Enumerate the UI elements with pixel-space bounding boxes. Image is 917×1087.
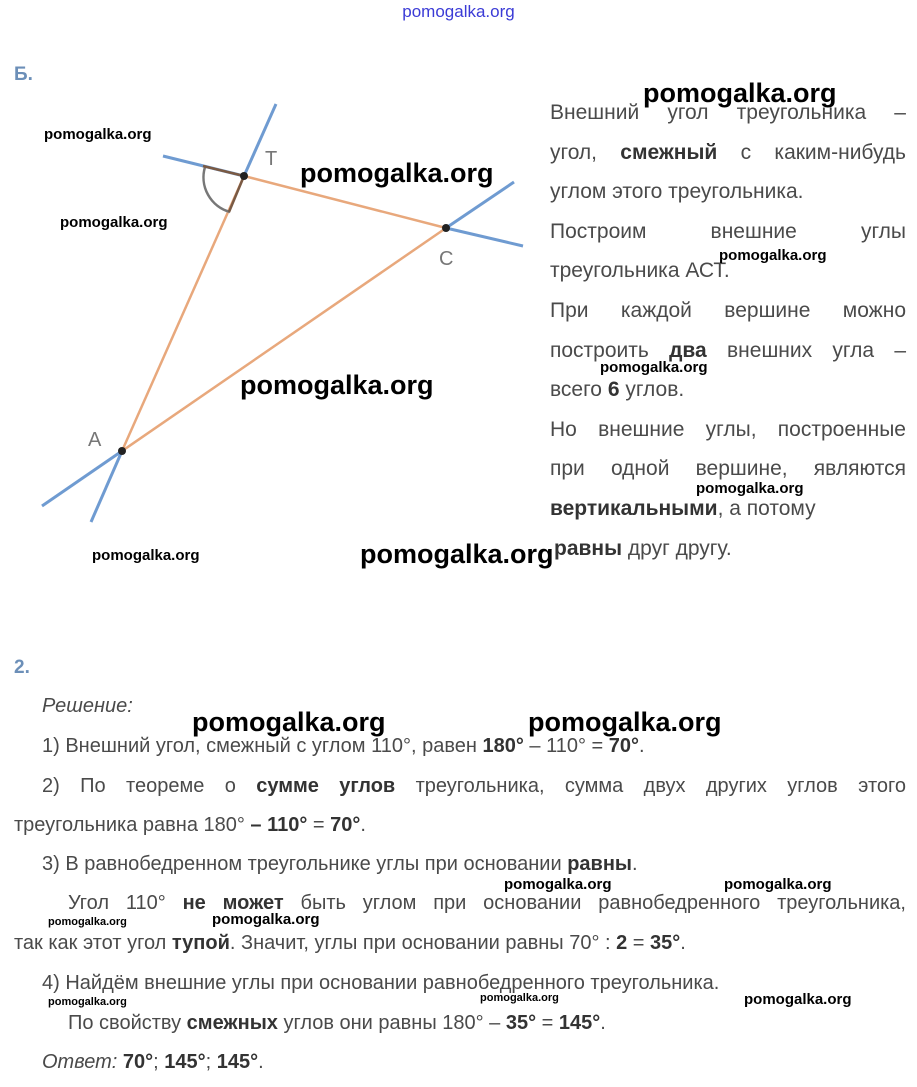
solution-step-3-cont: так как этот угол тупой. Значит, углы при основании равны 70° : 2 = 35°. — [14, 932, 686, 954]
explanation-line: При каждой вершине можно — [550, 299, 906, 322]
watermark: pomogalka.org — [44, 126, 152, 143]
extension-at-c-1 — [446, 228, 523, 246]
watermark: pomogalka.org — [92, 547, 200, 564]
watermark: pomogalka.org — [696, 480, 804, 497]
watermark: pomogalka.org — [48, 916, 127, 928]
solution-step-2-cont: треугольника равна 180° – 110° = 70°. — [14, 814, 366, 836]
explanation-line: равны друг другу. — [554, 537, 732, 560]
explanation-line: вертикальными, а потому — [550, 497, 816, 520]
watermark: pomogalka.org — [60, 214, 168, 231]
section-2-label: 2. — [14, 657, 30, 678]
angle-tick-t-1 — [203, 166, 244, 176]
solution-step-3-cont: Угол 110° не может быть углом при основании равнобедренного треугольника, — [68, 892, 906, 914]
vertex-point-c — [442, 224, 450, 232]
angle-tick-t-2 — [229, 176, 244, 212]
solution-step-2: 2) По теореме о сумме углов треугольника, сумма двух других углов этого — [42, 775, 906, 797]
explanation-line: угол, смежный с каким-нибудь — [550, 141, 906, 164]
explanation-line: Построим внешние углы — [550, 220, 906, 243]
watermark: pomogalka.org — [719, 247, 827, 264]
explanation-line: Внешний угол треугольника – — [550, 101, 906, 124]
explanation-line: построить два внешних угла – — [550, 339, 906, 362]
solution-step-1: 1) Внешний угол, смежный с углом 110°, равен 180° – 110° = 70°. — [42, 735, 645, 757]
watermark: pomogalka.org — [744, 991, 852, 1008]
watermark: pomogalka.org — [528, 707, 722, 737]
solution-step-3: 3) В равнобедренном треугольнике углы при основании равны. — [42, 853, 638, 875]
solution-step-4-cont: По свойству смежных углов они равны 180° – 35° = 145°. — [68, 1012, 606, 1034]
watermark: pomogalka.org — [643, 78, 837, 108]
vertex-point-t — [240, 172, 248, 180]
answer: Ответ: 70°; 145°; 145°. — [42, 1051, 264, 1073]
watermark: pomogalka.org — [48, 996, 127, 1008]
watermark: pomogalka.org — [600, 359, 708, 376]
solution-heading: Решение: — [42, 695, 133, 717]
vertex-point-a — [118, 447, 126, 455]
angle-arc-t — [204, 167, 230, 212]
explanation-line: всего 6 углов. — [550, 378, 685, 401]
explanation-line: треугольника АСТ. — [550, 259, 730, 282]
watermark: pomogalka.org — [724, 876, 832, 893]
top-watermark: pomogalka.org — [402, 2, 515, 21]
watermark: pomogalka.org — [360, 539, 554, 569]
watermark: pomogalka.org — [240, 370, 434, 400]
solution-step-4: 4) Найдём внешние углы при основании равнобедренного треугольника. — [42, 972, 720, 994]
watermark: pomogalka.org — [192, 707, 386, 737]
explanation-line: Но внешние углы, построенные — [550, 418, 906, 441]
watermark: pomogalka.org — [480, 992, 559, 1004]
watermark: pomogalka.org — [300, 158, 494, 188]
explanation-line: при одной вершине, являются — [550, 457, 906, 480]
watermark: pomogalka.org — [212, 911, 320, 928]
vertex-label-t: T — [265, 148, 278, 170]
vertex-label-c: C — [439, 248, 454, 270]
section-b-label: Б. — [14, 64, 33, 85]
watermark: pomogalka.org — [504, 876, 612, 893]
explanation-line: углом этого треугольника. — [550, 180, 804, 203]
vertex-label-a: A — [88, 429, 102, 451]
